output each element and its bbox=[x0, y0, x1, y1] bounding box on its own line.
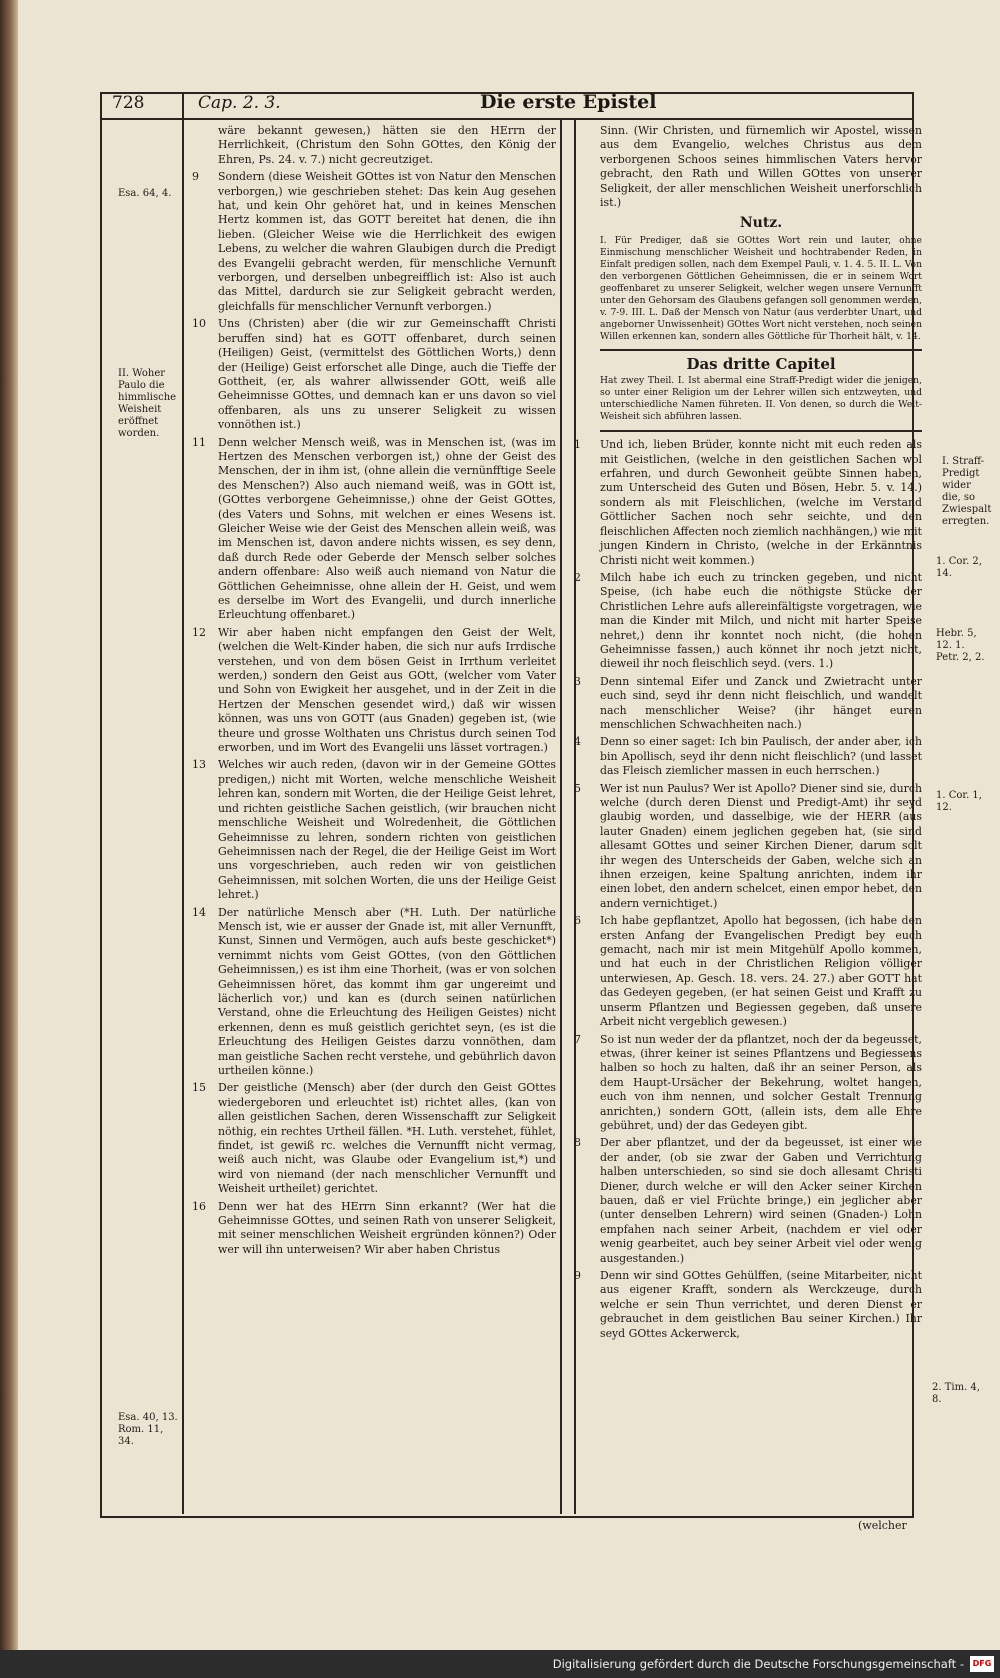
margin-ref: 1. Cor. 2, 14. bbox=[936, 556, 982, 579]
verse-text: Wir aber haben nicht empfangen den Geist der Welt, (welchen die Welt-Kinder haben, die sich nur aufs Irrdische verstehen, und von dem bösen Geist in Irrthum verleitet werden,) sondern den Geist aus GOtt, (welcher vom Vater und Sohn von Ewigkeit her ausgehet, und in der Zeit in die Hertzen der Menschen gesendet wird,) daß wir wissen können, was uns von GOTT (aus Gnaden) gegeben ist, (wie theure und grosse Wolthaten uns Christus durch seinen Tod erworben, und im Wort des Evangelii uns lässet vortragen.) bbox=[218, 625, 556, 755]
verse bbox=[192, 905, 556, 1079]
verse-number: 5 bbox=[574, 781, 581, 795]
verse bbox=[192, 435, 556, 623]
verse-number: 13 bbox=[192, 758, 206, 772]
verse-number: 10 bbox=[192, 317, 206, 331]
verse-number: 3 bbox=[574, 674, 581, 688]
verse-number: 16 bbox=[192, 1199, 206, 1213]
verse-number: 2 bbox=[574, 570, 581, 584]
verse-number: 14 bbox=[192, 905, 206, 919]
verse bbox=[574, 1136, 922, 1266]
verse bbox=[192, 1081, 556, 1196]
verse-number: 12 bbox=[192, 625, 206, 639]
center-column-rule bbox=[560, 120, 562, 1514]
verse-text: Denn so einer saget: Ich bin Paulisch, der ander aber, ich bin Apollisch, seyd ihr denn nicht fleischlich? (und lasset das Fleisch ziemlicher massen in euch herrschen.) bbox=[600, 735, 922, 778]
verse bbox=[574, 781, 922, 912]
verse bbox=[574, 438, 922, 568]
verse-number: 4 bbox=[574, 735, 581, 749]
note-heading: Nutz. bbox=[739, 215, 783, 232]
verse bbox=[192, 625, 556, 756]
verse-text: Sondern (diese Weisheit GOttes ist von Natur den Menschen verborgen,) wie geschrieben stehet: Das kein Aug gesehen hat, und kein Ohr gehöret hat, und in keines Menschen Hertz kommen ist, das GOTT bereitet hat denen, die ihn lieben. (Gleicher Weise wie die Herrlichkeit des ewigen Lebens, zu welcher die wahren Glaubigen durch die Predigt des Evangelii gebracht werden, für menschliche Vernunft verborgen, und derselben unbegreifflich ist: Also ist auch das Mittel, dardurch sie zur Seligkeit gebracht werden, gleichfalls für menschlicher Vernunft verborgen.) bbox=[218, 170, 556, 313]
margin-ref: Esa. 64, 4. bbox=[118, 188, 172, 199]
verse-text: Denn wer hat des HErrn Sinn erkannt? (Wer hat die Geheimnisse GOttes, und seinen Rath von unserer Seligkeit, mit seiner menschlichen Weisheit ergründen können?) Oder wer will ihn unterweisen? Wir aber haben Christus bbox=[218, 1199, 556, 1256]
verse-number: 15 bbox=[192, 1081, 206, 1095]
footer-bar bbox=[0, 1650, 1000, 1678]
verse-number: 11 bbox=[192, 435, 206, 449]
verse bbox=[574, 570, 922, 672]
verse bbox=[192, 758, 556, 902]
verse-text: wäre bekannt gewesen,) hätten sie den HErrn der Herrlichkeit, (Christum den Sohn GOttes, den König der Ehren, Ps. 24. v. 7.) nicht gecreutziget. bbox=[218, 124, 556, 166]
verse-number: 6 bbox=[574, 914, 581, 928]
margin-section-note: I. Straff-Predigt wider die, so Zwiespalt erregten. bbox=[942, 456, 992, 527]
verse-text: Der geistliche (Mensch) aber (der durch den Geist GOttes wiedergeboren und erleuchtet ist) richtet alles, (kan von allen geistlichen Sachen, deren Wissenschafft zur Seligkeit nöthig, ein rechtes Urtheil fällen. *H. Luth. verstehet, fühlet, findet, ist gewiß rc. welches die Vernunfft nicht vermag, weiß auch nicht, was Glaube oder Evangelium ist,*) und wird von niemand (der nach menschlicher Vernunfft und Weisheit urtheilet) gerichtet. bbox=[218, 1081, 556, 1196]
verse-text: Milch habe ich euch zu trincken gegeben, und nicht Speise, (ich habe euch die nöthigste Stücke der Christlichen Lehre aufs allereinfältigste vorgetragen, wie man die Kinder mit Milch, und nicht mit harter Speise nehret,) denn ihr konntet noch nicht, (die hohen Geheimnisse fassen,) auch könnet ihr noch jetzt nicht, dieweil ihr noch fleischlich seyd. (vers. 1.) bbox=[600, 570, 922, 671]
verse-text: So ist nun weder der da pflantzet, noch der da begeusset, etwas, (ihrer keiner ist seines Pflantzens und Begiessens halben so hoch zu halten, daß ihr an seiner Person, als dem Haupt-Ursächer der Bekehrung, woltet hangen, euch von ihm nennen, und solcher Gestalt Trennung anrichten,) sondern GOtt, (allein ists, dem alle Ehre gebühret, und) der das Gedeyen gibt. bbox=[600, 1032, 922, 1132]
verse-text: Ich habe gepflantzet, Apollo hat begossen, (ich habe den ersten Anfang der Evangelischen Predigt bey euch gemacht, nach mir ist mein Mitgehülf Apollo kommen, und hat euch in der Christlichen Religion völliger unterwiesen, Ap. Gesch. 18. vers. 24. 27.) aber GOTT hat das Gedeyen gegeben, (er hat seinen Geist und Krafft zu unserm Pflantzen und Begiessen gegeben, daß unsere Arbeit nicht vergeblich gewesen.) bbox=[600, 914, 922, 1029]
verse-text: Denn wir sind GOttes Gehülffen, (seine Mitarbeiter, nicht aus eigener Krafft, sondern als Werckzeuge, durch welche er sein Thun verrichtet, und deren Dienst er gebrauchet in dem geistlichen Bau seiner Kirchen.) Ihr seyd GOttes Ackerwerck, bbox=[600, 1269, 922, 1340]
margin-ref: 2. Tim. 4, 8. bbox=[932, 1382, 980, 1405]
dfg-logo-icon: DFG bbox=[970, 1656, 994, 1672]
center-column-rule-2 bbox=[574, 120, 576, 1514]
chapter-title: Das dritte Capitel bbox=[686, 354, 836, 373]
verse-text: Der natürliche Mensch aber (*H. Luth. Der natürliche Mensch ist, wie er ausser der Gnade ist, mit aller Vernunfft, Kunst, Sinnen und Vermögen, auch aufs beste geschicket*) vernimmt nichts vom Geist GOttes, (von den Göttlichen Geheimnissen,) es ist ihm eine Thorheit, (was er von solchen Geheimnissen höret, das kommt ihm gar ungereimt und lächerlich vor,) und kan es (durch seinen natürlichen Verstand, ohne die Erleuchtung des Heiligen Geistes) nicht erkennen, denn es muß geistlich gerichtet seyn, (es ist die Erleuchtung des Heiligen Geistes darzu vonnöthen, dam man geistliche Sachen recht verstehe, und gebührlich davon urtheilen könne.) bbox=[218, 905, 556, 1077]
verse bbox=[574, 914, 922, 1029]
verse-text: Der aber pflantzet, und der da begeusset, ist einer wie der ander, (ob sie zwar der Gaben und Verrichtung halben unterschieden, so sind sie doch allesamt Christi Diener, durch welche er will den Acker seiner Kirchen bauen, daß er viel Früchte bringe,) ein jeglicher aber (unter denselben Lehrern) wird seinen (Gnaden-) Lohn empfahen nach seiner Arbeit, (nachdem er viel oder wenig gearbeitet, auch bey seiner Arbeit viel oder wenig ausgestanden.) bbox=[600, 1136, 922, 1265]
catchword: (welcher bbox=[858, 1519, 907, 1532]
note-text: I. Für Prediger, daß sie GOttes Wort rein und lauter, ohne Einmischung menschlicher Weisheit und hochtrabender Reden, in Einfalt predigen sollen, nach dem Exempel Pauli, v. 1. 4. 5. II. L. Von den verborgenen Göttlichen Geheimnissen, die er in seinem Wort geoffenbaret zu unserer Seligkeit, welcher wegen unsere Vernunfft unter den Gehorsam des Glaubens gefangen soll genommen werden, v. 7-9. III. L. Daß der Mensch von Natur (aus verderbter Unart, und angeborner Unwissenheit) GOttes Wort nicht verstehen, noch seinen Willen erkennen kan, sondern alles Göttliche für Thorheit hält, v. 14. bbox=[600, 234, 922, 342]
footer-credit: Digitalisierung gefördert durch die Deutsche Forschungsgemeinschaft - bbox=[552, 1657, 964, 1671]
verse-text: Uns (Christen) aber (die wir zur Gemeinschafft Christi beruffen sind) hat es GOTT offenbaret, durch seinen (Heiligen) Geist, (vermittelst des Göttlichen Worts,) denn der (Heilige) Geist erforschet alle Dinge, auch die Tieffe der Gottheit, (er, als wahrer allwissender GOtt, weiß alle Geheimnisse GOttes, und demnach kan er uns davon so viel offenbaren, als uns zu unserer Seligkeit zu wissen vonnöthen ist.) bbox=[218, 317, 556, 432]
verse bbox=[192, 1199, 556, 1258]
verse bbox=[574, 1032, 922, 1134]
verse bbox=[218, 124, 556, 167]
chapter-heading-box bbox=[600, 349, 922, 432]
continued-text: Sinn. (Wir Christen, und fürnemlich wir Apostel, wissen aus dem Evangelio, welches Christus aus dem verborgenen Schoos seines himmlischen Vaters hervor gebracht, den Rath und Willen GOttes von unserer Seligkeit, der aller menschlichen Weisheit unerforschlich ist.) bbox=[600, 124, 922, 210]
verse bbox=[192, 170, 556, 314]
verse-number: 9 bbox=[192, 170, 199, 184]
margin-ref: Esa. 40, 13. Rom. 11, 34. bbox=[118, 1412, 178, 1447]
verse-text: Wer ist nun Paulus? Wer ist Apollo? Diener sind sie, durch welche (durch deren Dienst und Predigt-Amt) ihr seyd glaubig worden, und dasselbige, wie der HERR (aus lauter Gnaden) einem jeglichen gegeben hat, (sie sind allesamt GOttes und seiner Kirchen Diener, darum solt ihr wegen des Unterscheids der Gaben, welche sich an ihnen erzeigen, keine Spaltung anrichten, indem ihr einen lobet, den andern schelcet, einen empor hebet, den andern vernichtiget.) bbox=[600, 781, 922, 910]
right-text-column bbox=[574, 124, 922, 1510]
chapter-heading: Cap. 2. 3. bbox=[198, 93, 281, 113]
verse-number: 8 bbox=[574, 1136, 581, 1150]
verse-text: Und ich, lieben Brüder, konnte nicht mit euch reden als mit Geistlichen, (welche in den geistlichen Sachen wol erfahren, und durch Gewonheit geübte Sinnen haben, zum Unterscheid des Guten und Bösen, Hebr. 5. v. 14.) sondern als mit Fleischlichen, (welche im Verstand Göttlicher Sachen noch sehr seichte, und den fleischlichen Affecten noch ziemlich nachhängen,) wie mit jungen Kindern in Christo, (welche in der Erkänntnis Christi nicht weit kommen.) bbox=[600, 438, 922, 567]
margin-ref: 1. Cor. 1, 12. bbox=[936, 790, 982, 813]
header-rule bbox=[100, 118, 912, 120]
book-spine bbox=[0, 0, 18, 1650]
margin-section-note: II. Woher Paulo die himmlische Weisheit eröffnet worden. bbox=[118, 368, 177, 439]
margin-ref: Hebr. 5, 12. 1. Petr. 2, 2. bbox=[936, 628, 985, 663]
running-title: Die erste Epistel bbox=[480, 91, 657, 113]
verse bbox=[574, 674, 922, 733]
verse-text: Denn welcher Mensch weiß, was in Menschen ist, (was im Hertzen des Menschen verborgen ist,) ohne der Geist des Menschen, der in ihm ist, (ohne allein die vernünfftige Seele des Menschen?) Also auch niemand weiß, was in GOtt ist, (GOttes verborgene Geheimnisse,) ohne der Geist GOttes, (des Vaters und Sohns, mit welchen er eines Wesens ist. Gleicher Weise wie der Geist des Menschen allein weiß, was im Menschen ist, davon andere nichts wissen, es sey denn, daß durch Rede oder Geberde der Mensch selber solches andern offenbare: Also weiß auch niemand von Natur die Göttlichen Geheimnisse, ohne allein der H. Geist, und wem es derselbe im Wort des Evangelii, und durch innerliche Erleuchtung offenbaret.) bbox=[218, 435, 556, 622]
verse-number: 7 bbox=[574, 1032, 581, 1046]
verse bbox=[574, 1269, 922, 1341]
page-number: 728 bbox=[112, 93, 145, 113]
chapter-summary: Hat zwey Theil. I. Ist abermal eine Straff-Predigt wider die jenigen, so unter einer Religion um der Lehrer willen sich entzweyten, und unterschiedliche Namen führeten. II. Von denen, so durch die Welt-Weisheit sich abführen lassen. bbox=[600, 375, 922, 423]
verse-number: 1 bbox=[574, 438, 581, 452]
verse-number: 9 bbox=[574, 1269, 581, 1282]
verse-text: Denn sintemal Eifer und Zanck und Zwietracht unter euch sind, seyd ihr denn nicht fleischlich, und wandelt nach menschlicher Weise? (ihr hänget euren menschlichen Schwachheiten nach.) bbox=[600, 674, 922, 731]
left-margin-rule bbox=[182, 92, 184, 1514]
left-text-column bbox=[192, 124, 556, 1510]
verse bbox=[574, 735, 922, 778]
verse bbox=[192, 317, 556, 432]
verse-text: Welches wir auch reden, (davon wir in der Gemeine GOttes predigen,) nicht mit Worten, welche menschliche Weisheit lehren kan, sondern mit Worten, die der Heilige Geist lehret, und richten geistliche Sachen geistlich, (wir brauchen nicht menschliche Weisheit und Wolredenheit, die Göttlichen Geheimnisse zu lehren, sondern richten von geistlichen Geheimnissen nach der Regel, die der Heilige Geist im Wort uns vorgeschrieben, auch reden wir von geistlichen Geheimnissen, mit solchen Worten, die uns der Heilige Geist lehret.) bbox=[218, 758, 556, 902]
